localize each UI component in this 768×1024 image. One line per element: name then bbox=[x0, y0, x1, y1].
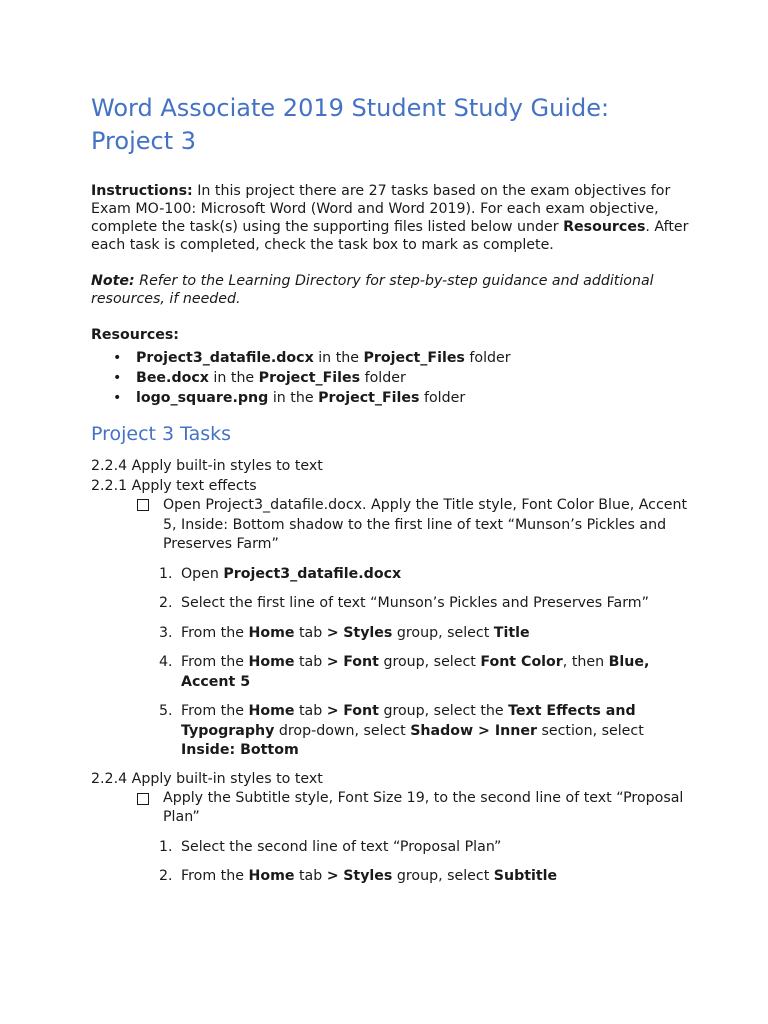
step-text: From the bbox=[181, 654, 249, 670]
step-number: 2. bbox=[159, 868, 173, 884]
step-text: group, select the bbox=[378, 703, 509, 719]
step-bold: Text Effects and Typography bbox=[181, 703, 636, 739]
bullet-icon: • bbox=[113, 350, 122, 366]
resource-folder: Project_Files bbox=[258, 370, 361, 386]
step-bold: Font bbox=[343, 703, 379, 719]
resource-text: in the bbox=[208, 370, 259, 386]
step-text: Open bbox=[181, 565, 224, 582]
step-text: section, select bbox=[536, 722, 644, 739]
task-steps bbox=[91, 838, 691, 887]
step-number: 1. bbox=[159, 838, 173, 855]
bullet-icon: • bbox=[113, 370, 122, 386]
step-item bbox=[159, 653, 691, 692]
instructions-label: Instructions: bbox=[91, 183, 193, 199]
step-item bbox=[159, 594, 691, 614]
resources-heading: Resources: bbox=[91, 327, 179, 343]
step-bold: Blue, Accent 5 bbox=[181, 654, 650, 690]
resource-file: Bee.docx bbox=[136, 370, 209, 386]
step-item bbox=[159, 867, 691, 887]
step-item bbox=[159, 702, 691, 761]
step-number: 4. bbox=[159, 654, 173, 670]
step-text: tab bbox=[294, 703, 327, 719]
task-text: Open Project3_datafile.docx. Apply the Title style, Font Color Blue, Accent 5, Inside: Bottom shadow to the first line of text “Munson’s Pickles and Preserves Farm” bbox=[163, 497, 688, 552]
note-label: Note: bbox=[91, 273, 135, 289]
step-bold: Shadow bbox=[410, 722, 474, 739]
task-item bbox=[137, 789, 691, 828]
step-bold: Home bbox=[248, 654, 295, 670]
step-text: From the bbox=[181, 703, 249, 719]
step-bold: Title bbox=[493, 624, 530, 641]
instructions-text-1: In this project there are 27 tasks based on the exam objectives for Exam MO-100: Microsoft Word (Word and Word 2019). For each exam objective, complete the task(s) using the supporting files listed below under bbox=[91, 183, 671, 235]
instructions-resources-word: Resources bbox=[563, 219, 646, 235]
objective-label: 2.2.4 Apply built-in styles to text bbox=[91, 770, 323, 787]
step-bold: > bbox=[326, 868, 339, 884]
step-bold: Styles bbox=[343, 624, 393, 641]
step-text: tab bbox=[294, 654, 327, 670]
step-item bbox=[159, 565, 691, 585]
instructions-paragraph bbox=[91, 182, 691, 254]
step-bold: > bbox=[326, 703, 339, 719]
step-bold: Home bbox=[248, 624, 295, 641]
title-line-2: Project 3 bbox=[91, 127, 197, 155]
resource-folder: Project_Files bbox=[318, 390, 420, 406]
step-text: group, select bbox=[392, 868, 494, 884]
note-text: Refer to the Learning Directory for step-by-step guidance and additional resources, if needed. bbox=[91, 273, 654, 307]
step-text: Select the second line of text “Proposal Plan” bbox=[181, 838, 502, 855]
resource-text: in the bbox=[268, 390, 319, 406]
resource-item bbox=[113, 348, 691, 368]
step-number: 5. bbox=[159, 703, 173, 719]
resource-text: in the bbox=[313, 350, 364, 366]
step-text: group, select bbox=[392, 624, 494, 641]
step-text: drop-down, select bbox=[274, 722, 411, 739]
step-number: 3. bbox=[159, 624, 173, 641]
document-page bbox=[91, 92, 691, 887]
step-text: tab bbox=[294, 868, 327, 884]
tasks-heading: Project 3 Tasks bbox=[91, 423, 232, 445]
step-text: From the bbox=[181, 868, 249, 884]
resource-folder: Project_Files bbox=[363, 350, 465, 366]
step-number: 1. bbox=[159, 565, 173, 582]
note-paragraph bbox=[91, 272, 691, 308]
step-bold: Font Color bbox=[480, 654, 563, 670]
resources-list bbox=[91, 348, 691, 408]
resource-text: folder bbox=[360, 370, 406, 386]
task-checkbox[interactable] bbox=[137, 499, 149, 511]
step-item bbox=[159, 624, 691, 644]
resource-text: folder bbox=[464, 350, 511, 366]
step-text: From the bbox=[181, 624, 249, 641]
step-bold: > bbox=[326, 654, 339, 670]
step-bold: Inside: Bottom bbox=[181, 742, 299, 758]
step-bold: Home bbox=[248, 703, 295, 719]
resource-item bbox=[113, 368, 691, 388]
resource-file: Project3_datafile.docx bbox=[136, 350, 314, 366]
resource-item bbox=[113, 388, 691, 408]
step-bold: Styles bbox=[343, 868, 393, 884]
step-number: 2. bbox=[159, 595, 173, 611]
title-line-1: Word Associate 2019 Student Study Guide: bbox=[91, 94, 610, 122]
instructions-text-2: . After each task is completed, check the task box to mark as complete. bbox=[91, 219, 689, 253]
document-title bbox=[91, 92, 691, 158]
resource-file: logo_square.png bbox=[136, 390, 269, 406]
step-bold: Project3_datafile.docx bbox=[223, 565, 402, 582]
step-bold: > bbox=[326, 624, 339, 641]
step-bold: > bbox=[473, 722, 495, 739]
step-bold: Home bbox=[248, 868, 295, 884]
step-bold: Inner bbox=[494, 722, 537, 739]
step-text: , then bbox=[562, 654, 609, 670]
task-text: Apply the Subtitle style, Font Size 19, to the second line of text “Proposal Plan” bbox=[163, 789, 684, 825]
step-bold: Subtitle bbox=[493, 868, 558, 884]
step-bold: Font bbox=[343, 654, 379, 670]
task-checkbox[interactable] bbox=[137, 793, 149, 805]
step-text: Select the first line of text “Munson’s Pickles and Preserves Farm” bbox=[181, 595, 649, 611]
objective-label: 2.2.1 Apply text effects bbox=[91, 478, 257, 494]
task-steps bbox=[91, 565, 691, 761]
step-text: tab bbox=[294, 624, 327, 641]
bullet-icon: • bbox=[113, 390, 122, 406]
objective-label: 2.2.4 Apply built-in styles to text bbox=[91, 458, 323, 474]
resource-text: folder bbox=[419, 390, 466, 406]
task-item bbox=[137, 496, 691, 555]
step-text: group, select bbox=[378, 654, 481, 670]
step-item bbox=[159, 838, 691, 858]
